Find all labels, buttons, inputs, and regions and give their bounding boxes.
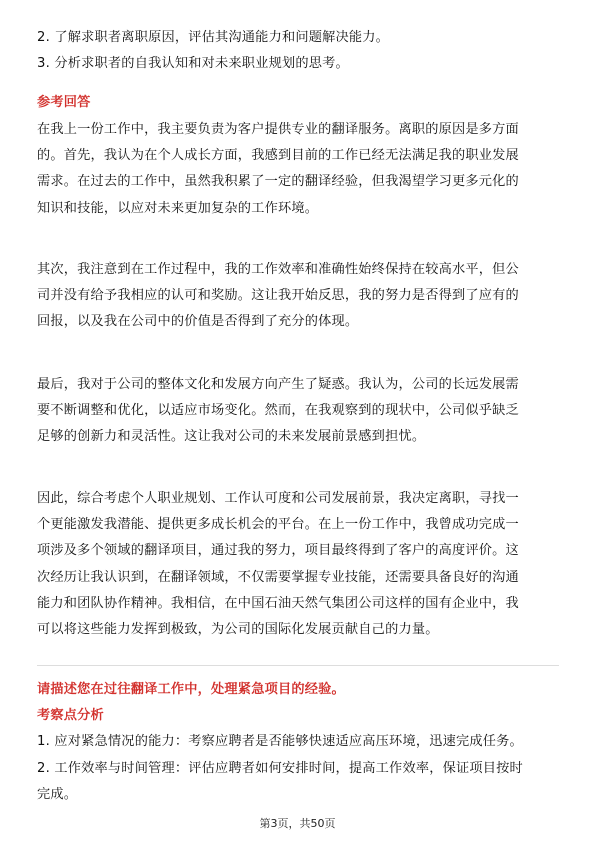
analysis-heading: 考察点分析 (37, 708, 104, 724)
paragraph-line: 司并没有给予我相应的认可和奖励。这让我开始反思，我的努力是否得到了应有的 (37, 288, 519, 304)
paragraph-line: 项涉及多个领域的翻译项目，通过我的努力，项目最终得到了客户的高度评价。这 (37, 543, 519, 559)
paragraph-line: 可以将这些能力发挥到极致，为公司的国际化发展贡献自己的力量。 (37, 621, 439, 637)
paragraph-line: 次经历让我认识到，在翻译领域，不仅需要掌握专业技能，还需要具备良好的沟通 (37, 569, 519, 585)
answer-paragraph-2 (37, 257, 559, 336)
paragraph-line: 个更能激发我潜能、提供更多成长机会的平台。在上一份工作中，我曾成功完成一 (37, 517, 519, 533)
paragraph-line: 知识和技能，以应对未来更加复杂的工作环境。 (37, 200, 319, 216)
paragraph-line: 要不断调整和优化，以适应市场变化。然而，在我观察到的现状中，公司似乎缺乏 (37, 403, 519, 419)
paragraph-line: 最后，我对于公司的整体文化和发展方向产生了疑惑。我认为，公司的长远发展需 (37, 377, 519, 392)
paragraph-line: 能力和团队协作精神。我相信，在中国石油天然气集团公司这样的国有企业中，我 (37, 595, 519, 611)
analysis-point: 2. 工作效率与时间管理：评估应聘者如何安排时间，提高工作效率，保证项目按时 (37, 760, 523, 776)
paragraph-line: 的。首先，我认为在个人成长方面，我感到目前的工作已经无法满足我的职业发展 (37, 148, 519, 164)
paragraph-line: 在我上一份工作中，我主要负责为客户提供专业的翻译服务。离职的原因是多方面 (37, 122, 519, 137)
analysis-point: 1. 应对紧急情况的能力：考察应聘者是否能够快速适应高压环境，迅速完成任务。 (37, 734, 523, 750)
paragraph-line: 足够的创新力和灵活性。这让我对公司的未来发展前景感到担忧。 (37, 429, 426, 445)
answer-paragraph-1 (37, 117, 559, 222)
intro-point: 3. 分析求职者的自我认知和对未来职业规划的思考。 (37, 56, 349, 72)
analysis-point: 完成。 (37, 786, 78, 802)
reference-heading: 参考回答 (37, 95, 91, 110)
answer-paragraph-3 (37, 372, 559, 451)
question-title: 请描述您在过往翻译工作中，处理紧急项目的经验。 (37, 682, 345, 697)
answer-paragraph-4 (37, 486, 559, 643)
paragraph-line: 需求。在过去的工作中，虽然我积累了一定的翻译经验，但我渴望学习更多元化的 (37, 174, 519, 190)
intro-points (37, 25, 559, 77)
paragraph-line: 其次，我注意到在工作过程中，我的工作效率和准确性始终保持在较高水平，但公 (37, 262, 519, 277)
paragraph-line: 因此，综合考虑个人职业规划、工作认可度和公司发展前景，我决定离职，寻找一 (37, 491, 519, 506)
section-divider (37, 665, 559, 666)
intro-point: 2. 了解求职者离职原因，评估其沟通能力和问题解决能力。 (37, 30, 390, 45)
question-section (37, 677, 559, 808)
reference-answer-section (37, 90, 559, 116)
page-footer: 第3页，共50页 (259, 817, 336, 830)
paragraph-line: 回报，以及我在公司中的价值是否得到了充分的体现。 (37, 314, 359, 330)
